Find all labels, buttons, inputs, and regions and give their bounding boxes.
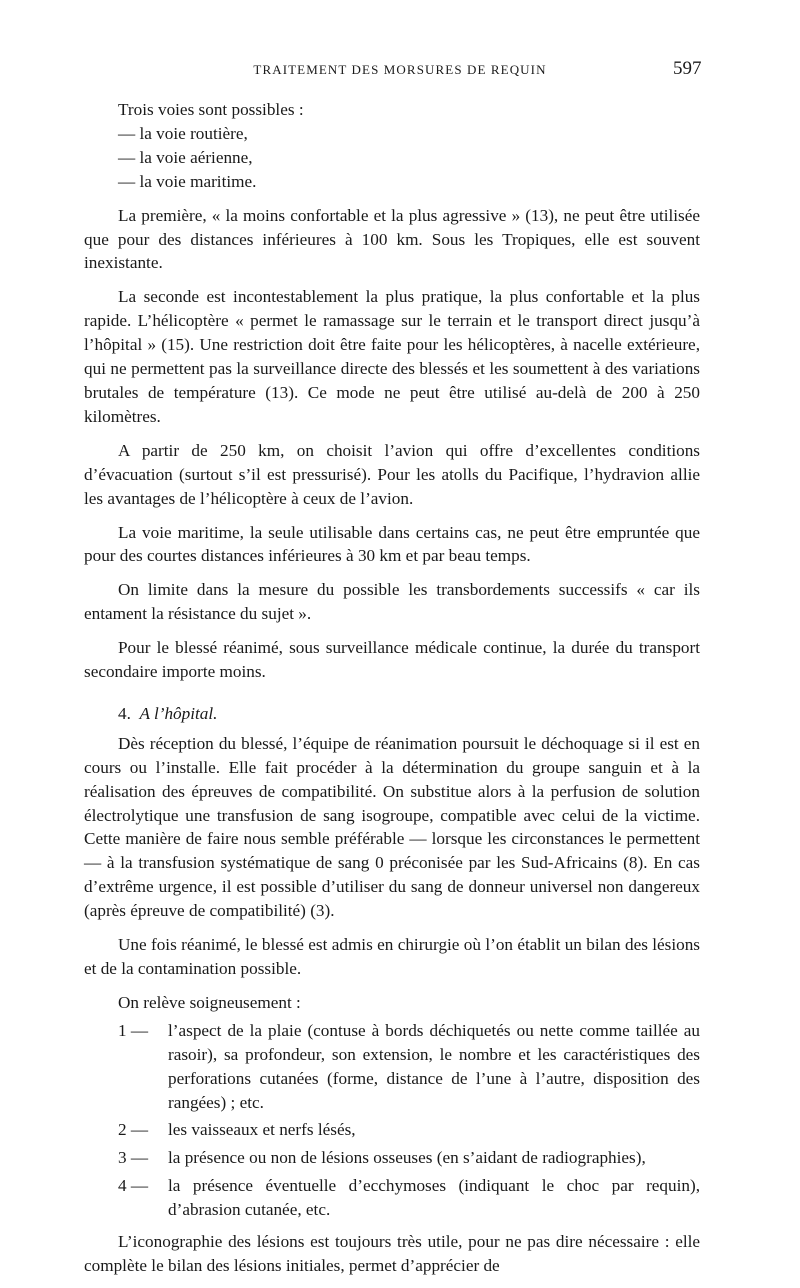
list-item-text: la présence éventuelle d’ecchymoses (indiquant le choc par requin), d’abrasion cutanée, etc. xyxy=(168,1176,700,1220)
option-item: — la voie aérienne, xyxy=(118,147,253,167)
paragraph: Dès réception du blessé, l’équipe de réanimation poursuit le déchoquage si il est en cours ou l’installe. Elle fait procéder à la détermination du groupe sanguin et à la réalisation des épreuves de compatibilité. On substitue alors à la perfusion de solution électrolytique une transfusion de sang isogroupe, compatible avec celui de la victime. Cette manière de faire nous semble préférable — lorsque les circonstances le permettent — à la transfusion systématique de sang 0 préconisée par les Sud-Africains (8). En cas d’extrême urgence, il est possible d’utiliser du sang de donneur universel non dangereux (après épreuve de compatibilité) (3). xyxy=(84,733,700,921)
running-header: TRAITEMENT DES MORSURES DE REQUIN xyxy=(253,62,547,77)
list-item-text: la présence ou non de lésions osseuses (en s’aidant de radiographies), xyxy=(168,1148,646,1168)
transport-options xyxy=(84,98,700,194)
paragraph: La seconde est incontestablement la plus pratique, la plus confortable et la plus rapide. L’hélicoptère « permet le ramassage sur le terrain et le transport direct jusqu’à l’hôpital » (15). Une restriction doit être faite pour les hélicoptères, à nacelle extérieure, qui ne permettent pas la surveillance directe des blessés et les soumettent à des variations brutales de température (13). Ce mode ne peut être utilisé au-delà de 200 à 250 kilomètres. xyxy=(84,287,700,426)
numbered-list xyxy=(84,1019,700,1222)
list-item xyxy=(84,1019,700,1115)
option-item: — la voie routière, xyxy=(118,123,248,143)
paragraph: La voie maritime, la seule utilisable dans certains cas, ne peut être empruntée que pour des courtes distances inférieures à 30 km et par beau temps. xyxy=(84,522,700,566)
paragraph: Une fois réanimé, le blessé est admis en chirurgie où l’on établit un bilan des lésions et de la contamination possible. xyxy=(84,935,700,978)
paragraph: La première, « la moins confortable et la plus agressive » (13), ne peut être utilisée que pour des distances inférieures à 100 km. Sous les Tropiques, elle est souvent inexistante. xyxy=(84,205,700,273)
list-item xyxy=(84,1146,700,1170)
paragraph: A partir de 250 km, on choisit l’avion qui offre d’excellentes conditions d’évacuation (surtout s’il est pressurisé). Pour les atolls du Pacifique, l’hydravion allie les avantages de l’hélicoptère à ceux de l’avion. xyxy=(84,440,700,508)
section-number: 4. xyxy=(118,703,131,723)
body-text xyxy=(84,98,700,1288)
paragraph: On limite dans la mesure du possible les transbordements successifs « car ils entament la résistance du sujet ». xyxy=(84,580,700,624)
list-item xyxy=(84,1174,700,1222)
paragraph: Pour le blessé réanimé, sous surveillance médicale continue, la durée du transport secondaire importe moins. xyxy=(84,638,700,682)
section-title: A l’hôpital. xyxy=(139,703,218,723)
list-item-text: l’aspect de la plaie (contuse à bords déchiquetés ou nette comme taillée au rasoir), sa profondeur, son extension, le nombre et les caractéristiques des perforations cutanées (forme, distance de l’une à l’autre, disposition des rangées) ; etc. xyxy=(168,1020,700,1112)
list-lead: On relève soigneusement : xyxy=(118,992,301,1012)
option-item: — la voie maritime. xyxy=(118,171,257,191)
paragraph: L’iconographie des lésions est toujours très utile, pour ne pas dire nécessaire : elle complète le bilan des lésions initiales, permet d’apprécier de xyxy=(84,1232,700,1275)
list-item-number: 3 — xyxy=(118,1148,149,1168)
list-item-number: 1 — xyxy=(118,1020,149,1040)
intro-lead: Trois voies sont possibles : xyxy=(118,100,304,119)
list-item-text: les vaisseaux et nerfs lésés, xyxy=(168,1120,356,1140)
page-number: 597 xyxy=(673,58,702,79)
list-item-number: 4 — xyxy=(118,1176,149,1196)
section-heading xyxy=(118,702,700,726)
list-item xyxy=(84,1118,700,1142)
list-item-number: 2 — xyxy=(118,1120,149,1140)
